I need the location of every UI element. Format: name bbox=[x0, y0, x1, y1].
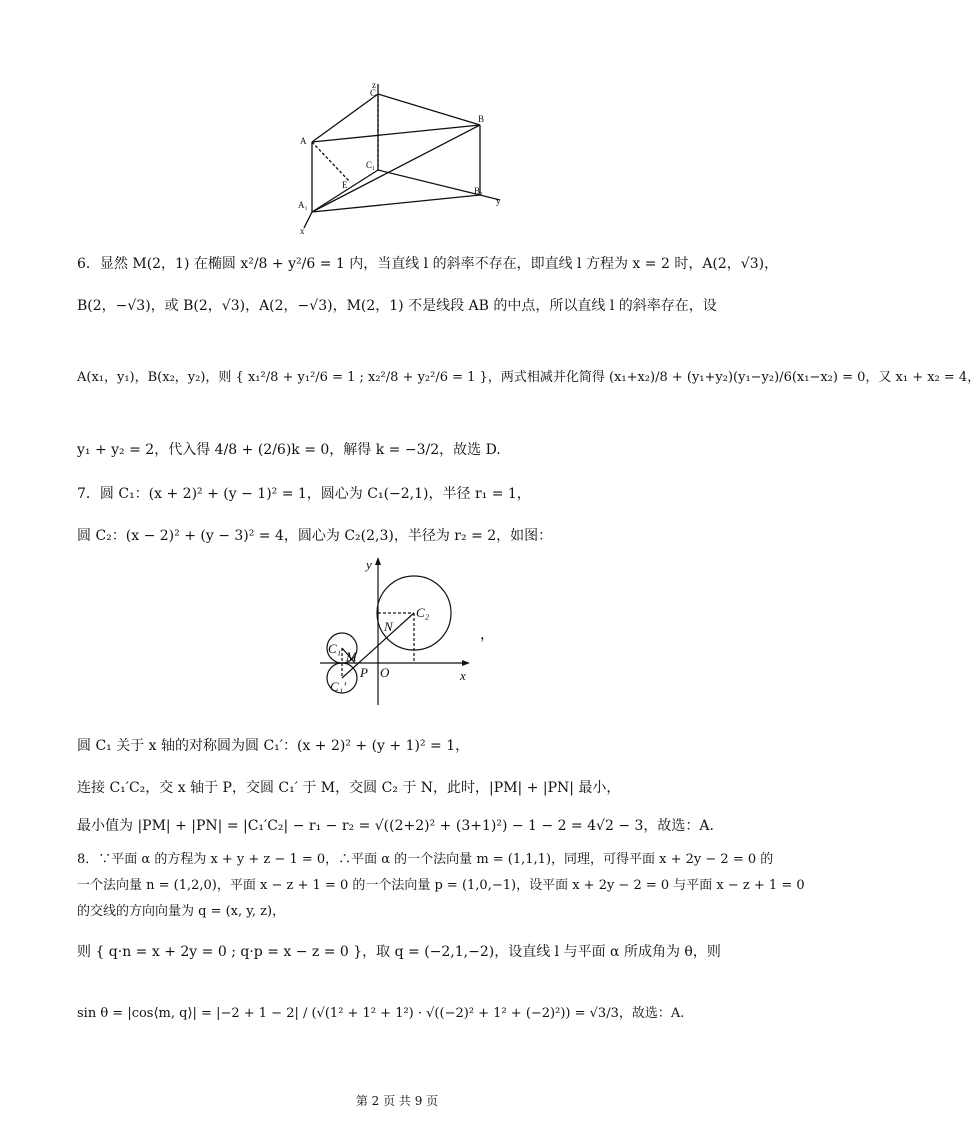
prism-label-c: C bbox=[370, 88, 377, 98]
prism-label-z: z bbox=[372, 80, 376, 90]
circles-label-o: O bbox=[380, 665, 390, 680]
problem6-line4: y₁ + y₂ = 2，代入得 4/8 + (2/6)k = 0，解得 k = −3/2，故选 D. bbox=[77, 442, 501, 458]
circles-label-c1: C₁ bbox=[328, 641, 342, 656]
problem7-line4: 连接 C₁′C₂，交 x 轴于 P，交圆 C₁′ 于 M，交圆 C₂ 于 N，此时，|PM| + |PN| 最小， bbox=[77, 780, 621, 796]
problem7-line1: 7．圆 C₁：(x + 2)² + (y − 1)² = 1，圆心为 C₁(−2,1)，半径 r₁ = 1， bbox=[77, 486, 531, 502]
circles-label-c1p: C₁′ bbox=[330, 679, 347, 694]
circles-label-n: N bbox=[384, 619, 393, 634]
circles-label-p: P bbox=[360, 665, 368, 680]
problem6-line3: A(x₁，y₁)，B(x₂，y₂)，则 { x₁²/8 + y₁²/6 = 1 ; x₂²/8 + y₂²/6 = 1 }，两式相减并化简得 (x₁+x₂)/8 + (y₁+y₂)(y₁−y₂)/6(x₁−x₂) = 0，又 x₁ + x₂ = 4， bbox=[77, 370, 980, 385]
problem8-line3: 的交线的方向向量为 q = (x, y, z)， bbox=[77, 904, 286, 919]
circles-figure bbox=[300, 555, 500, 715]
problem8-line4: 则 { q·n = x + 2y = 0 ; q·p = x − z = 0 }，取 q = (−2,1,−2)，设直线 l 与平面 α 所成角为 θ，则 bbox=[77, 944, 721, 960]
problem8-line5: sin θ = |cos⟨m, q⟩| = |−2 + 1 − 2| / (√(1² + 1² + 1²) · √((−2)² + 1² + (−2)²)) = √3/3，故选：A. bbox=[77, 1006, 685, 1021]
prism-label-y: y bbox=[496, 196, 501, 206]
circles-label-c2: C₂ bbox=[416, 605, 430, 620]
circles-label-m: M bbox=[346, 649, 357, 664]
problem7-line2: 圆 C₂：(x − 2)² + (y − 3)² = 4，圆心为 C₂(2,3)，半径为 r₂ = 2，如图： bbox=[77, 528, 553, 544]
prism-label-e: E bbox=[342, 180, 348, 190]
problem6-line1: 6．显然 M(2，1) 在椭圆 x²/8 + y²/6 = 1 内，当直线 l 的斜率不存在，即直线 l 方程为 x = 2 时，A(2，√3)， bbox=[77, 256, 779, 272]
problem8-line1: 8．∵平面 α 的方程为 x + y + z − 1 = 0，∴平面 α 的一个法向量 m = (1,1,1)，同理，可得平面 x + 2y − 2 = 0 的 bbox=[77, 852, 774, 867]
prism-label-b1: B₁ bbox=[474, 186, 484, 196]
prism-label-a: A bbox=[300, 136, 307, 146]
prism-label-a1: A₁ bbox=[298, 200, 308, 210]
circles-trailing-comma: ， bbox=[480, 628, 494, 643]
prism-figure bbox=[290, 82, 520, 237]
prism-label-x: x bbox=[300, 226, 305, 236]
problem7-line3: 圆 C₁ 关于 x 轴的对称圆为圆 C₁′：(x + 2)² + (y + 1)² = 1， bbox=[77, 738, 470, 754]
problem7-line5: 最小值为 |PM| + |PN| = |C₁′C₂| − r₁ − r₂ = √((2+2)² + (3+1)²) − 1 − 2 = 4√2 − 3，故选：A. bbox=[77, 818, 714, 834]
circles-label-x: x bbox=[460, 668, 466, 683]
problem8-line2: 一个法向量 n = (1,2,0)，平面 x − z + 1 = 0 的一个法向量 p = (1,0,−1)，设平面 x + 2y − 2 = 0 与平面 x − z + 1 = 0 bbox=[77, 878, 805, 893]
prism-label-b: B bbox=[478, 114, 485, 124]
problem6-line2: B(2，−√3)，或 B(2，√3)，A(2，−√3)，M(2，1) 不是线段 AB 的中点，所以直线 l 的斜率存在，设 bbox=[77, 298, 717, 314]
circles-label-y: y bbox=[366, 557, 372, 572]
page-footer: 第 2 页 共 9 页 bbox=[355, 1094, 439, 1108]
prism-label-c1: C₁ bbox=[366, 160, 376, 170]
